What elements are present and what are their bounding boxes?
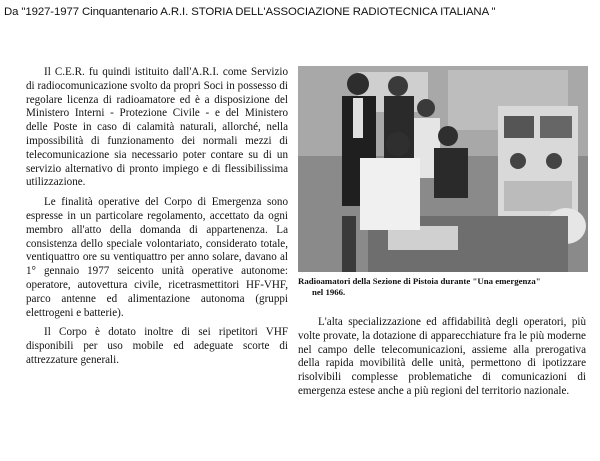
photo-caption-line1: Radioamatori della Sezione di Pistoia durante "Una emergenza" [298, 276, 541, 286]
paragraph-cer-institution: Il C.E.R. fu quindi istituito dall'A.R.I. come Servizio di radiocomunicazione svolto da propri Soci in possesso di regolare licenza di radioamatore ed è a disposizione del Ministero Interni - Protezione Civile - e del Ministero delle Poste in caso di calamità naturali, allorché, nella impossibilità di funzionamento dei normali mezzi di telecomunicazione sia necessario poter contare su di un servizio alternativo di pronto impiego e di flessibilissima utilizzazione. [26, 66, 288, 189]
photo-caption-line2: nel 1966. [312, 286, 346, 297]
paragraph-emergency-corps: Le finalità operative del Corpo di Emergenza sono espresse in un particolare regolamento, accettato da ogni membro all'atto della domanda di appartenenza. La consistenza dello speciale volontariato, considerato totale, ventiquattro ore su ventiquattro per anno solare, davano al 1° gennaio 1977 seicento unità operative autonome: operatore, autovettura civile, ricetrasmettitori HF-VHF, parco antenne ed alimentazione autonoma (gruppi elettrogeni e batterie). [26, 196, 288, 319]
historical-photo [298, 66, 588, 272]
photo-caption [298, 276, 588, 297]
paragraph-specialization: L'alta specializzazione ed affidabilità degli operatori, più volte provate, la dotazione di apparecchiature fra le più moderne nel campo delle telecomunicazioni, assieme alla prerogativa della rapida movibilità delle unità, permettono di ipotizzare risolvibili complesse problematiche di comunicazioni di emergenza estese anche a più regioni del territorio nazionale. [298, 316, 586, 397]
right-text-column [298, 316, 586, 405]
radio-operators-photo-illustration [298, 66, 588, 272]
paragraph-repeaters: Il Corpo è dotato inoltre di sei ripetitori VHF disponibili per uso mobile ed adeguate scorte di attrezzature generali. [26, 326, 288, 366]
page-header: Da "1927-1977 Cinquantenario A.R.I. STORIA DELL'ASSOCIAZIONE RADIOTECNICA ITALIANA " [4, 6, 496, 18]
left-text-column [26, 66, 288, 374]
